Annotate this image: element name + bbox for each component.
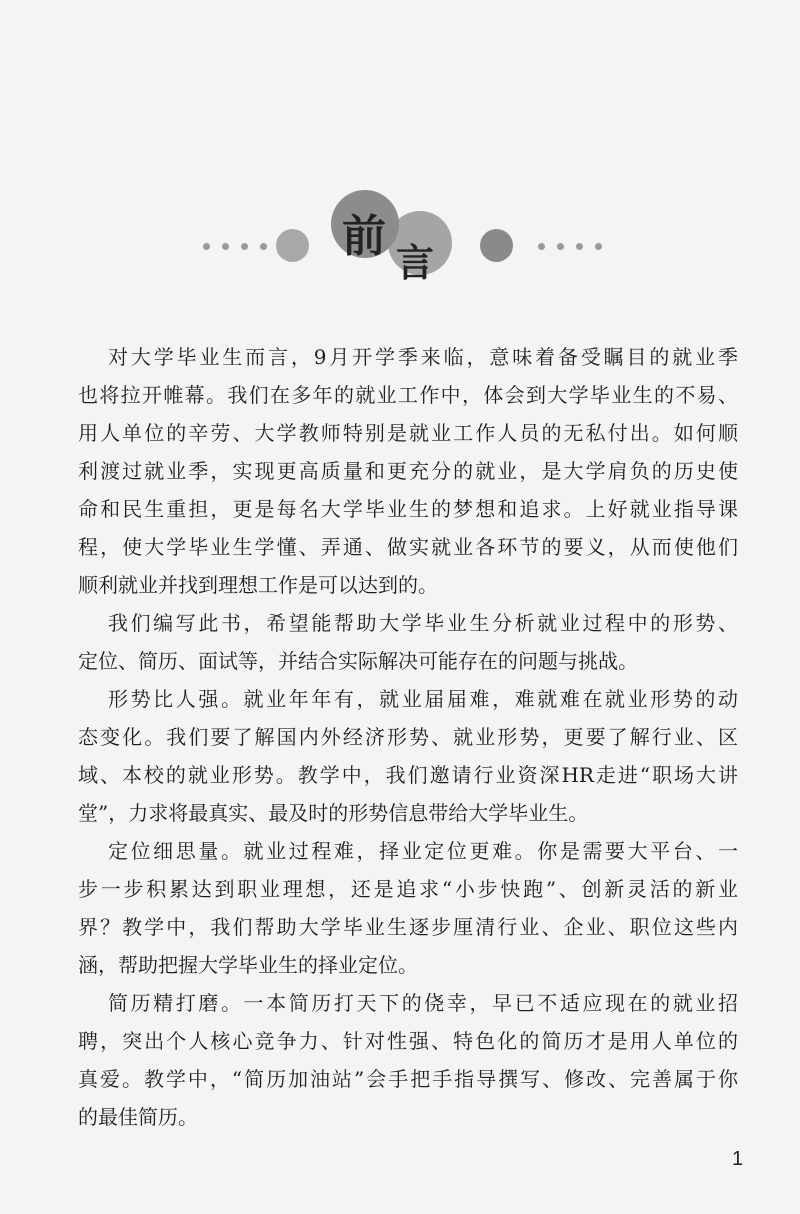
preface-body [78, 338, 738, 1136]
text-line: 涵，帮助把握大学毕业生的择业定位。 [78, 953, 418, 977]
text-line: 程，使大学毕业生学懂、弄通、做实就业各环节的要义，从而使他们 [78, 535, 738, 559]
text-line: 界？教学中，我们帮助大学毕业生逐步厘清行业、企业、职位这些内 [78, 915, 738, 939]
right-dots [538, 243, 602, 250]
text-line: 堂”，力求将最真实、最及时的形势信息带给大学毕业生。 [78, 801, 589, 825]
dot [538, 243, 545, 250]
text-line: 聘，突出个人核心竞争力、针对性强、特色化的简历才是用人单位的 [78, 1029, 738, 1053]
text-line: 真爱。教学中，“简历加油站”会手把手指导撰写、修改、完善属于你 [78, 1067, 738, 1091]
dot [260, 243, 267, 250]
dot [222, 243, 229, 250]
dot [557, 243, 564, 250]
decor-circle [276, 229, 309, 262]
chapter-header [0, 0, 800, 300]
paragraph [78, 604, 738, 680]
paragraph [78, 832, 738, 984]
text-line: 简历精打磨。一本简历打天下的侥幸，早已不适应现在的就业招 [108, 991, 738, 1015]
text-line: 的最佳简历。 [78, 1105, 198, 1129]
left-dots [203, 243, 267, 250]
paragraph [78, 680, 738, 832]
title-char: 言 [396, 240, 435, 285]
text-line: 顺利就业并找到理想工作是可以达到的。 [78, 573, 438, 597]
text-line: 步一步积累达到职业理想，还是追求“小步快跑”、创新灵活的新业 [78, 877, 738, 901]
dot [576, 243, 583, 250]
text-line: 定位细思量。就业过程难，择业定位更难。你是需要大平台、一 [108, 839, 738, 863]
dot [241, 243, 248, 250]
text-line: 形势比人强。就业年年有，就业届届难，难就难在就业形势的动 [108, 687, 738, 711]
text-line: 态变化。我们要了解国内外经济形势、就业形势，更要了解行业、区 [78, 725, 738, 749]
text-line: 用人单位的辛劳、大学教师特别是就业工作人员的无私付出。如何顺 [78, 421, 738, 445]
dot [203, 243, 210, 250]
text-line: 命和民生重担，更是每名大学毕业生的梦想和追求。上好就业指导课 [78, 497, 738, 521]
decor-circle [480, 229, 513, 262]
page-number: 1 [732, 1148, 744, 1170]
title-char: 前 [342, 211, 386, 262]
dot [595, 243, 602, 250]
text-line: 利渡过就业季，实现更高质量和更充分的就业，是大学肩负的历史使 [78, 459, 738, 483]
paragraph [78, 338, 738, 604]
text-line: 也将拉开帷幕。我们在多年的就业工作中，体会到大学毕业生的不易、 [78, 383, 738, 407]
text-line: 对大学毕业生而言，9月开学季来临，意味着备受瞩目的就业季 [108, 345, 738, 369]
text-line: 定位、简历、面试等，并结合实际解决可能存在的问题与挑战。 [78, 649, 638, 673]
text-line: 域、本校的就业形势。教学中，我们邀请行业资深HR走进“职场大讲 [78, 763, 738, 787]
text-line: 我们编写此书，希望能帮助大学毕业生分析就业过程中的形势、 [108, 611, 738, 635]
paragraph [78, 984, 738, 1136]
